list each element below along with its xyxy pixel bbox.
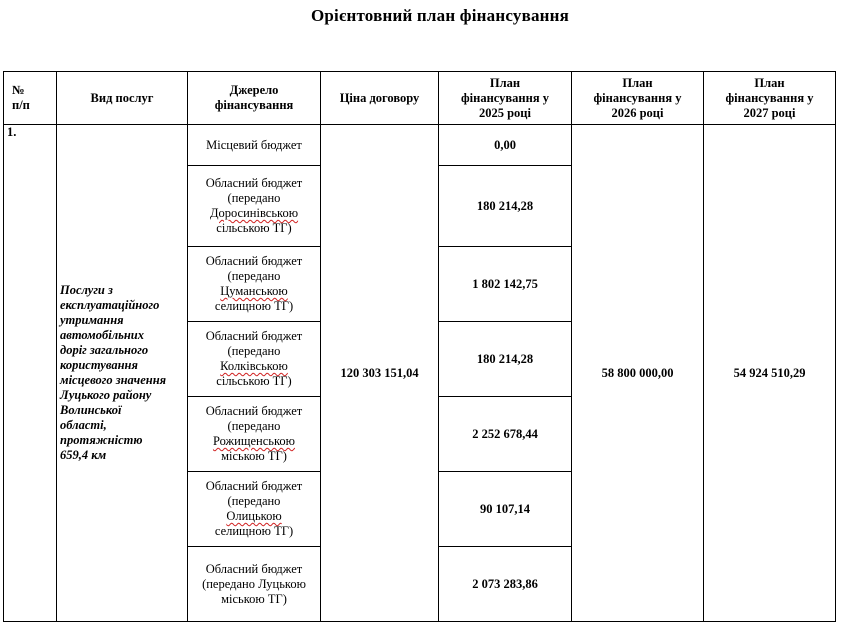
plan-2025-value: 180 214,28 xyxy=(439,322,572,397)
plan-2025-value: 1 802 142,75 xyxy=(439,247,572,322)
funding-source-cell: Місцевий бюджет xyxy=(188,125,321,166)
header-plan-2027: План фінансування у 2027 році xyxy=(704,72,836,125)
funding-source-cell: Обласний бюджет (передано Колківською сільською ТГ) xyxy=(188,322,321,397)
funding-source-cell: Обласний бюджет (передано Рожищенською міською ТГ) xyxy=(188,397,321,472)
plan-2025-value: 180 214,28 xyxy=(439,166,572,247)
plan-2025-value: 2 252 678,44 xyxy=(439,397,572,472)
plan-2027-value: 54 924 510,29 xyxy=(704,125,836,622)
header-funding-source: Джерело фінансування xyxy=(188,72,321,125)
plan-2025-value: 90 107,14 xyxy=(439,472,572,547)
table-row xyxy=(4,125,836,166)
funding-source-cell: Обласний бюджет (передано Доросинівською сільською ТГ) xyxy=(188,166,321,247)
header-plan-2025: План фінансування у 2025 році xyxy=(439,72,572,125)
header-plan-2026: План фінансування у 2026 році xyxy=(572,72,704,125)
header-number: № п/п xyxy=(4,72,57,125)
service-description: Послуги з експлуатаційного утримання автомобільних доріг загального користування місцевого значення Луцького району Волинської області, протяжністю 659,4 км xyxy=(57,125,188,622)
document-title: Орієнтовний план фінансування xyxy=(310,6,570,25)
plan-2025-value: 2 073 283,86 xyxy=(439,547,572,622)
funding-source-cell: Обласний бюджет (передано Цуманською селищною ТГ) xyxy=(188,247,321,322)
contract-price-value: 120 303 151,04 xyxy=(321,125,439,622)
header-row xyxy=(4,72,836,125)
row-number: 1. xyxy=(4,125,57,622)
funding-source-cell: Обласний бюджет (передано Олицькою селищною ТГ) xyxy=(188,472,321,547)
header-contract-price: Ціна договору xyxy=(321,72,439,125)
plan-2025-value: 0,00 xyxy=(439,125,572,166)
funding-source-cell: Обласний бюджет (передано Луцькою міською ТГ) xyxy=(188,547,321,622)
header-service-type: Вид послуг xyxy=(57,72,188,125)
financing-plan-table xyxy=(3,71,836,622)
plan-2026-value: 58 800 000,00 xyxy=(572,125,704,622)
